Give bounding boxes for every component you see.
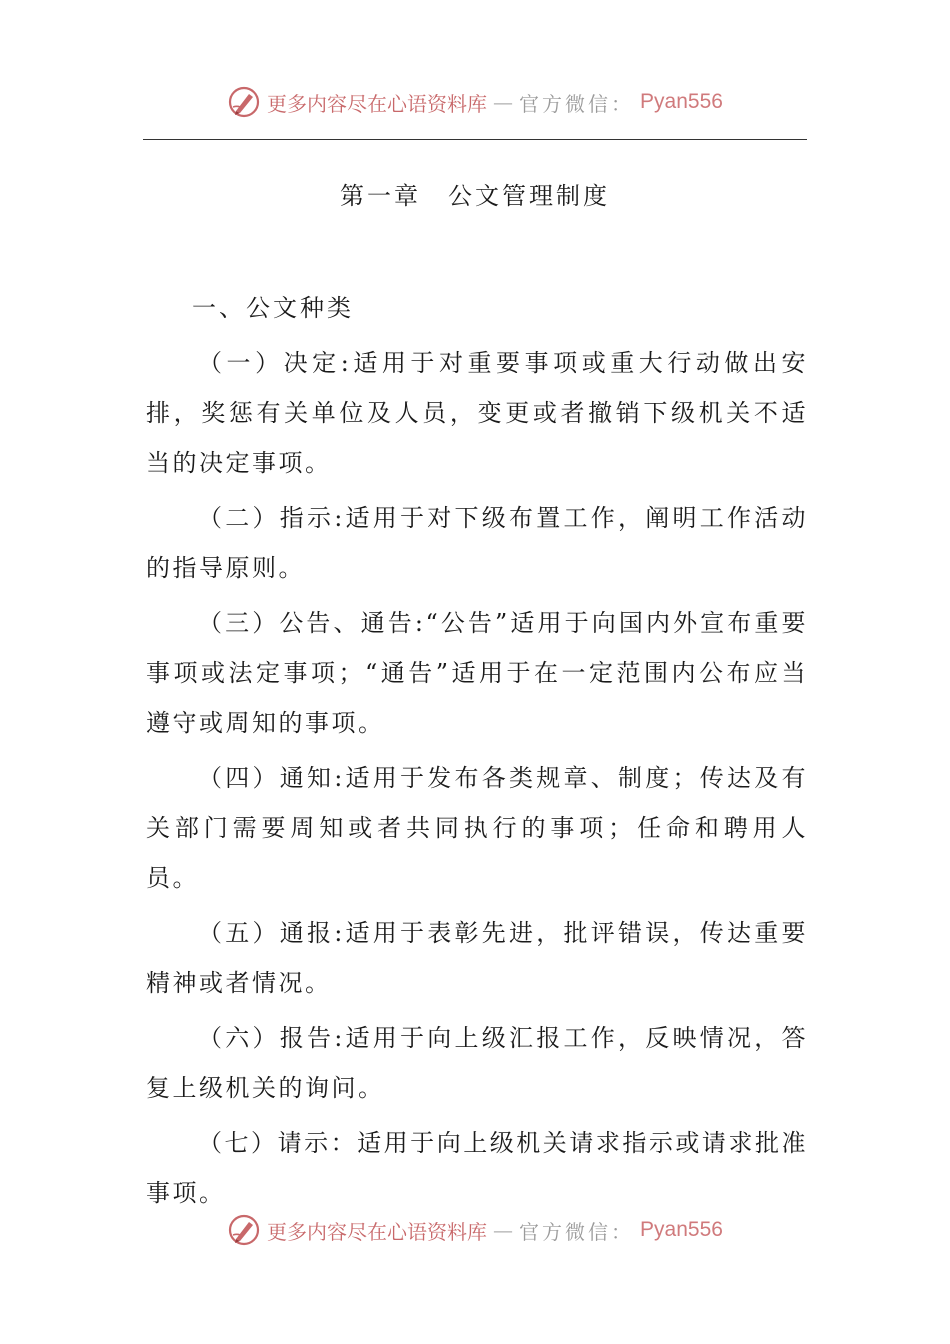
chapter-title: 第一章 公文管理制度 <box>340 182 610 210</box>
paragraph-decision: （一）决定:适用于对重要事项或重大行动做出安排，奖惩有关单位及人员，变更或者撤销下级机关不适当的决定事项。 <box>146 349 808 477</box>
banner-content <box>227 85 723 119</box>
section-heading: 一、公文种类 <box>192 294 354 322</box>
pen-logo-icon <box>227 1213 261 1247</box>
banner-dash: — <box>493 90 514 114</box>
banner-text-cn: 更多内容尽在心语资料库 <box>267 91 488 116</box>
paragraph-report: （六）报告:适用于向上级汇报工作，反映情况，答复上级机关的询问。 <box>146 1024 808 1102</box>
footer-banner <box>0 1210 950 1250</box>
paragraph-bulletin: （五）通报:适用于表彰先进，批评错误，传达重要精神或者情况。 <box>146 919 808 997</box>
footer-wechat-id: Pyan556 <box>640 1218 723 1241</box>
footer-dash: — <box>493 1218 514 1242</box>
banner-wechat-label: 官方微信： <box>519 91 635 116</box>
header-divider <box>143 139 807 140</box>
paragraph-instruction: （二）指示:适用于对下级布置工作，阐明工作活动的指导原则。 <box>146 504 808 582</box>
header-banner <box>0 82 950 122</box>
footer-banner-content <box>227 1213 723 1247</box>
paragraph-request: （七）请示：适用于向上级机关请求指示或请求批准事项。 <box>146 1129 808 1207</box>
pen-logo-icon <box>227 85 261 119</box>
footer-text-cn: 更多内容尽在心语资料库 <box>267 1219 488 1244</box>
paragraph-notice: （四）通知:适用于发布各类规章、制度；传达及有关部门需要周知或者共同执行的事项；任命和聘用人员。 <box>146 764 808 892</box>
paragraph-announcement: （三）公告、通告:“公告”适用于向国内外宣布重要事项或法定事项；“通告”适用于在一定范围内公布应当遵守或周知的事项。 <box>146 609 808 737</box>
footer-wechat-label: 官方微信： <box>519 1219 635 1244</box>
document-body <box>146 338 808 1223</box>
banner-wechat-id: Pyan556 <box>640 90 723 113</box>
